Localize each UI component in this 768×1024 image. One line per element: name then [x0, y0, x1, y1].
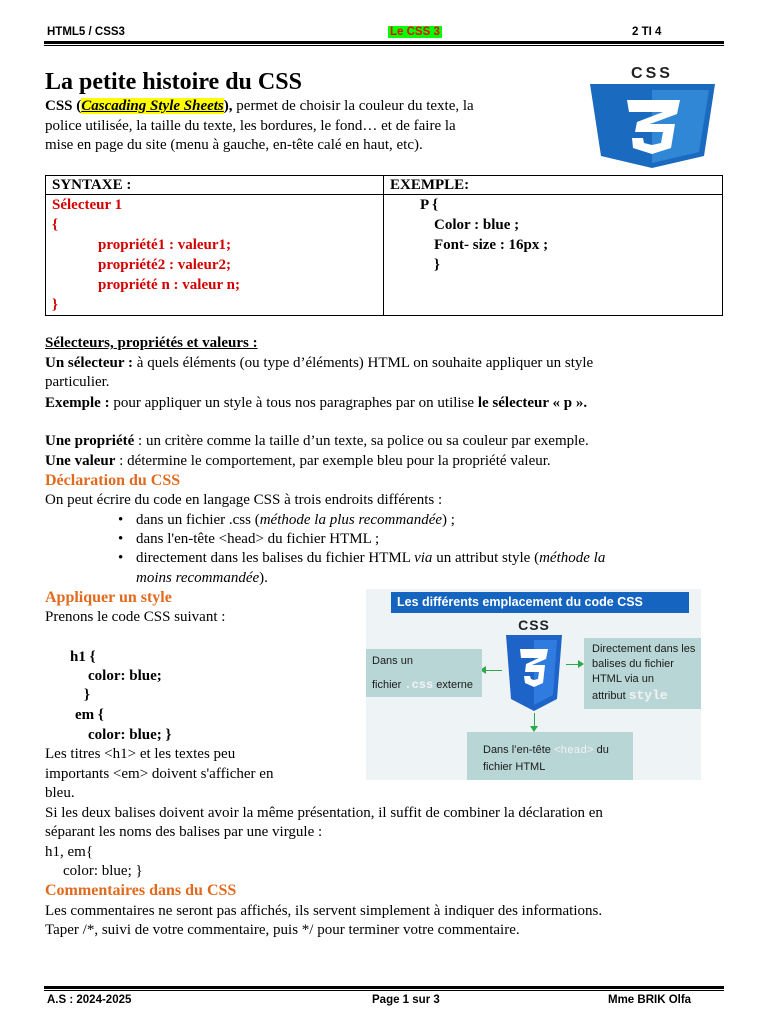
footer-left: A.S : 2024-2025	[47, 994, 132, 1006]
apply-p7: color: blue; }	[63, 863, 143, 879]
code-h1-close: }	[84, 687, 90, 703]
syntax-prop-1: propriété1 : valeur1;	[98, 237, 232, 253]
selector-definition-cont: particulier.	[45, 374, 110, 390]
css-locations-figure	[366, 589, 701, 780]
syntax-table	[45, 175, 723, 316]
logo-text: CSS	[631, 65, 673, 82]
apply-heading: Appliquer un style	[45, 589, 172, 606]
figure-box-inline: Directement dans les balises du fichier HTML via un attribut style	[584, 638, 701, 709]
syntax-header: SYNTAXE :	[46, 176, 384, 195]
footer-page-number: Page 1 sur 3	[372, 994, 440, 1006]
arrow-down	[534, 713, 535, 727]
example-font-size: Font- size : 16px ;	[434, 237, 549, 253]
figure-logo-text: CSS	[518, 617, 550, 633]
arrow-left	[484, 670, 502, 671]
apply-p1: Les titres <h1> et les textes peu	[45, 746, 236, 762]
example-line: Exemple : pour appliquer un style à tous nos paragraphes par on utilise le sélecteur « p ».	[45, 395, 588, 411]
footer-rule	[44, 986, 724, 989]
css3-logo	[585, 64, 720, 168]
syntax-prop-2: propriété2 : valeur2;	[98, 257, 232, 273]
page-title: La petite histoire du CSS	[45, 69, 302, 95]
apply-p3: bleu.	[45, 785, 75, 801]
header-right: 2 TI 4	[632, 26, 662, 38]
footer-right: Mme BRIK Olfa	[608, 994, 692, 1006]
apply-p6: h1, em{	[45, 844, 94, 860]
example-close-brace: }	[434, 257, 440, 273]
figure-css3-logo	[504, 635, 564, 711]
intro-line-2: police utilisée, la taille du texte, les bordures, le fond… et de faire la	[45, 118, 456, 134]
code-h1-color: color: blue;	[88, 668, 162, 684]
syntax-close-brace: }	[52, 297, 58, 313]
code-em-color: color: blue; }	[88, 727, 172, 743]
highlight-cascading: Cascading Style Sheets	[81, 98, 224, 114]
code-h1-open: h1 {	[70, 649, 96, 665]
figure-box-head: Dans l’en-tête <head> du fichier HTML	[467, 732, 633, 780]
value-definition: Une valeur : détermine le comportement, par exemple bleu pour la propriété valeur.	[45, 453, 551, 469]
comments-line-1: Les commentaires ne seront pas affichés, ils servent simplement à indiquer des informations.	[45, 903, 603, 919]
figure-box-external: Dans un fichier .css externe	[366, 649, 482, 697]
apply-p2: importants <em> doivent s'afficher en	[45, 766, 274, 782]
selector-definition: Un sélecteur : à quels éléments (ou type d’éléments) HTML on souhaite appliquer un style	[45, 355, 594, 371]
apply-text: Prenons le code CSS suivant :	[45, 609, 226, 625]
code-em-open: em {	[75, 707, 104, 723]
syntax-open-brace: {	[52, 217, 58, 233]
comments-heading: Commentaires dans du CSS	[45, 882, 237, 899]
comments-line-2: Taper /*, suivi de votre commentaire, puis */ pour terminer votre commentaire.	[45, 922, 520, 938]
syntax-selector: Sélecteur 1	[52, 197, 123, 213]
intro-line-3: mise en page du site (menu à gauche, en-tête calé en haut, etc).	[45, 137, 423, 153]
apply-p5: séparant les noms des balises par une virgule :	[45, 824, 323, 840]
syntax-prop-n: propriété n : valeur n;	[98, 277, 240, 293]
example-color: Color : blue ;	[434, 217, 520, 233]
header-center: Le CSS 3	[390, 26, 440, 38]
declaration-heading: Déclaration du CSS	[45, 472, 181, 489]
section-heading-selectors: Sélecteurs, propriétés et valeurs :	[45, 335, 258, 351]
example-header: EXEMPLE:	[384, 176, 723, 195]
property-definition: Une propriété : un critère comme la taille d’un texte, sa police ou sa couleur par exemple.	[45, 433, 589, 449]
header-left: HTML5 / CSS3	[47, 26, 125, 38]
declaration-text: On peut écrire du code en langage CSS à trois endroits différents :	[45, 492, 443, 508]
example-selector: P {	[420, 197, 438, 213]
syntax-cell	[46, 195, 384, 316]
intro-line-1: CSS (Cascading Style Sheets), permet de choisir la couleur du texte, la	[45, 98, 474, 114]
apply-p4: Si les deux balises doivent avoir la même présentation, il suffit de combiner la déclaration en	[45, 805, 603, 821]
header-rule	[44, 41, 724, 44]
example-cell	[384, 195, 723, 316]
header-rule-thin	[44, 45, 724, 46]
footer-rule-thin	[44, 990, 724, 991]
figure-title: Les différents emplacement du code CSS	[391, 592, 689, 613]
